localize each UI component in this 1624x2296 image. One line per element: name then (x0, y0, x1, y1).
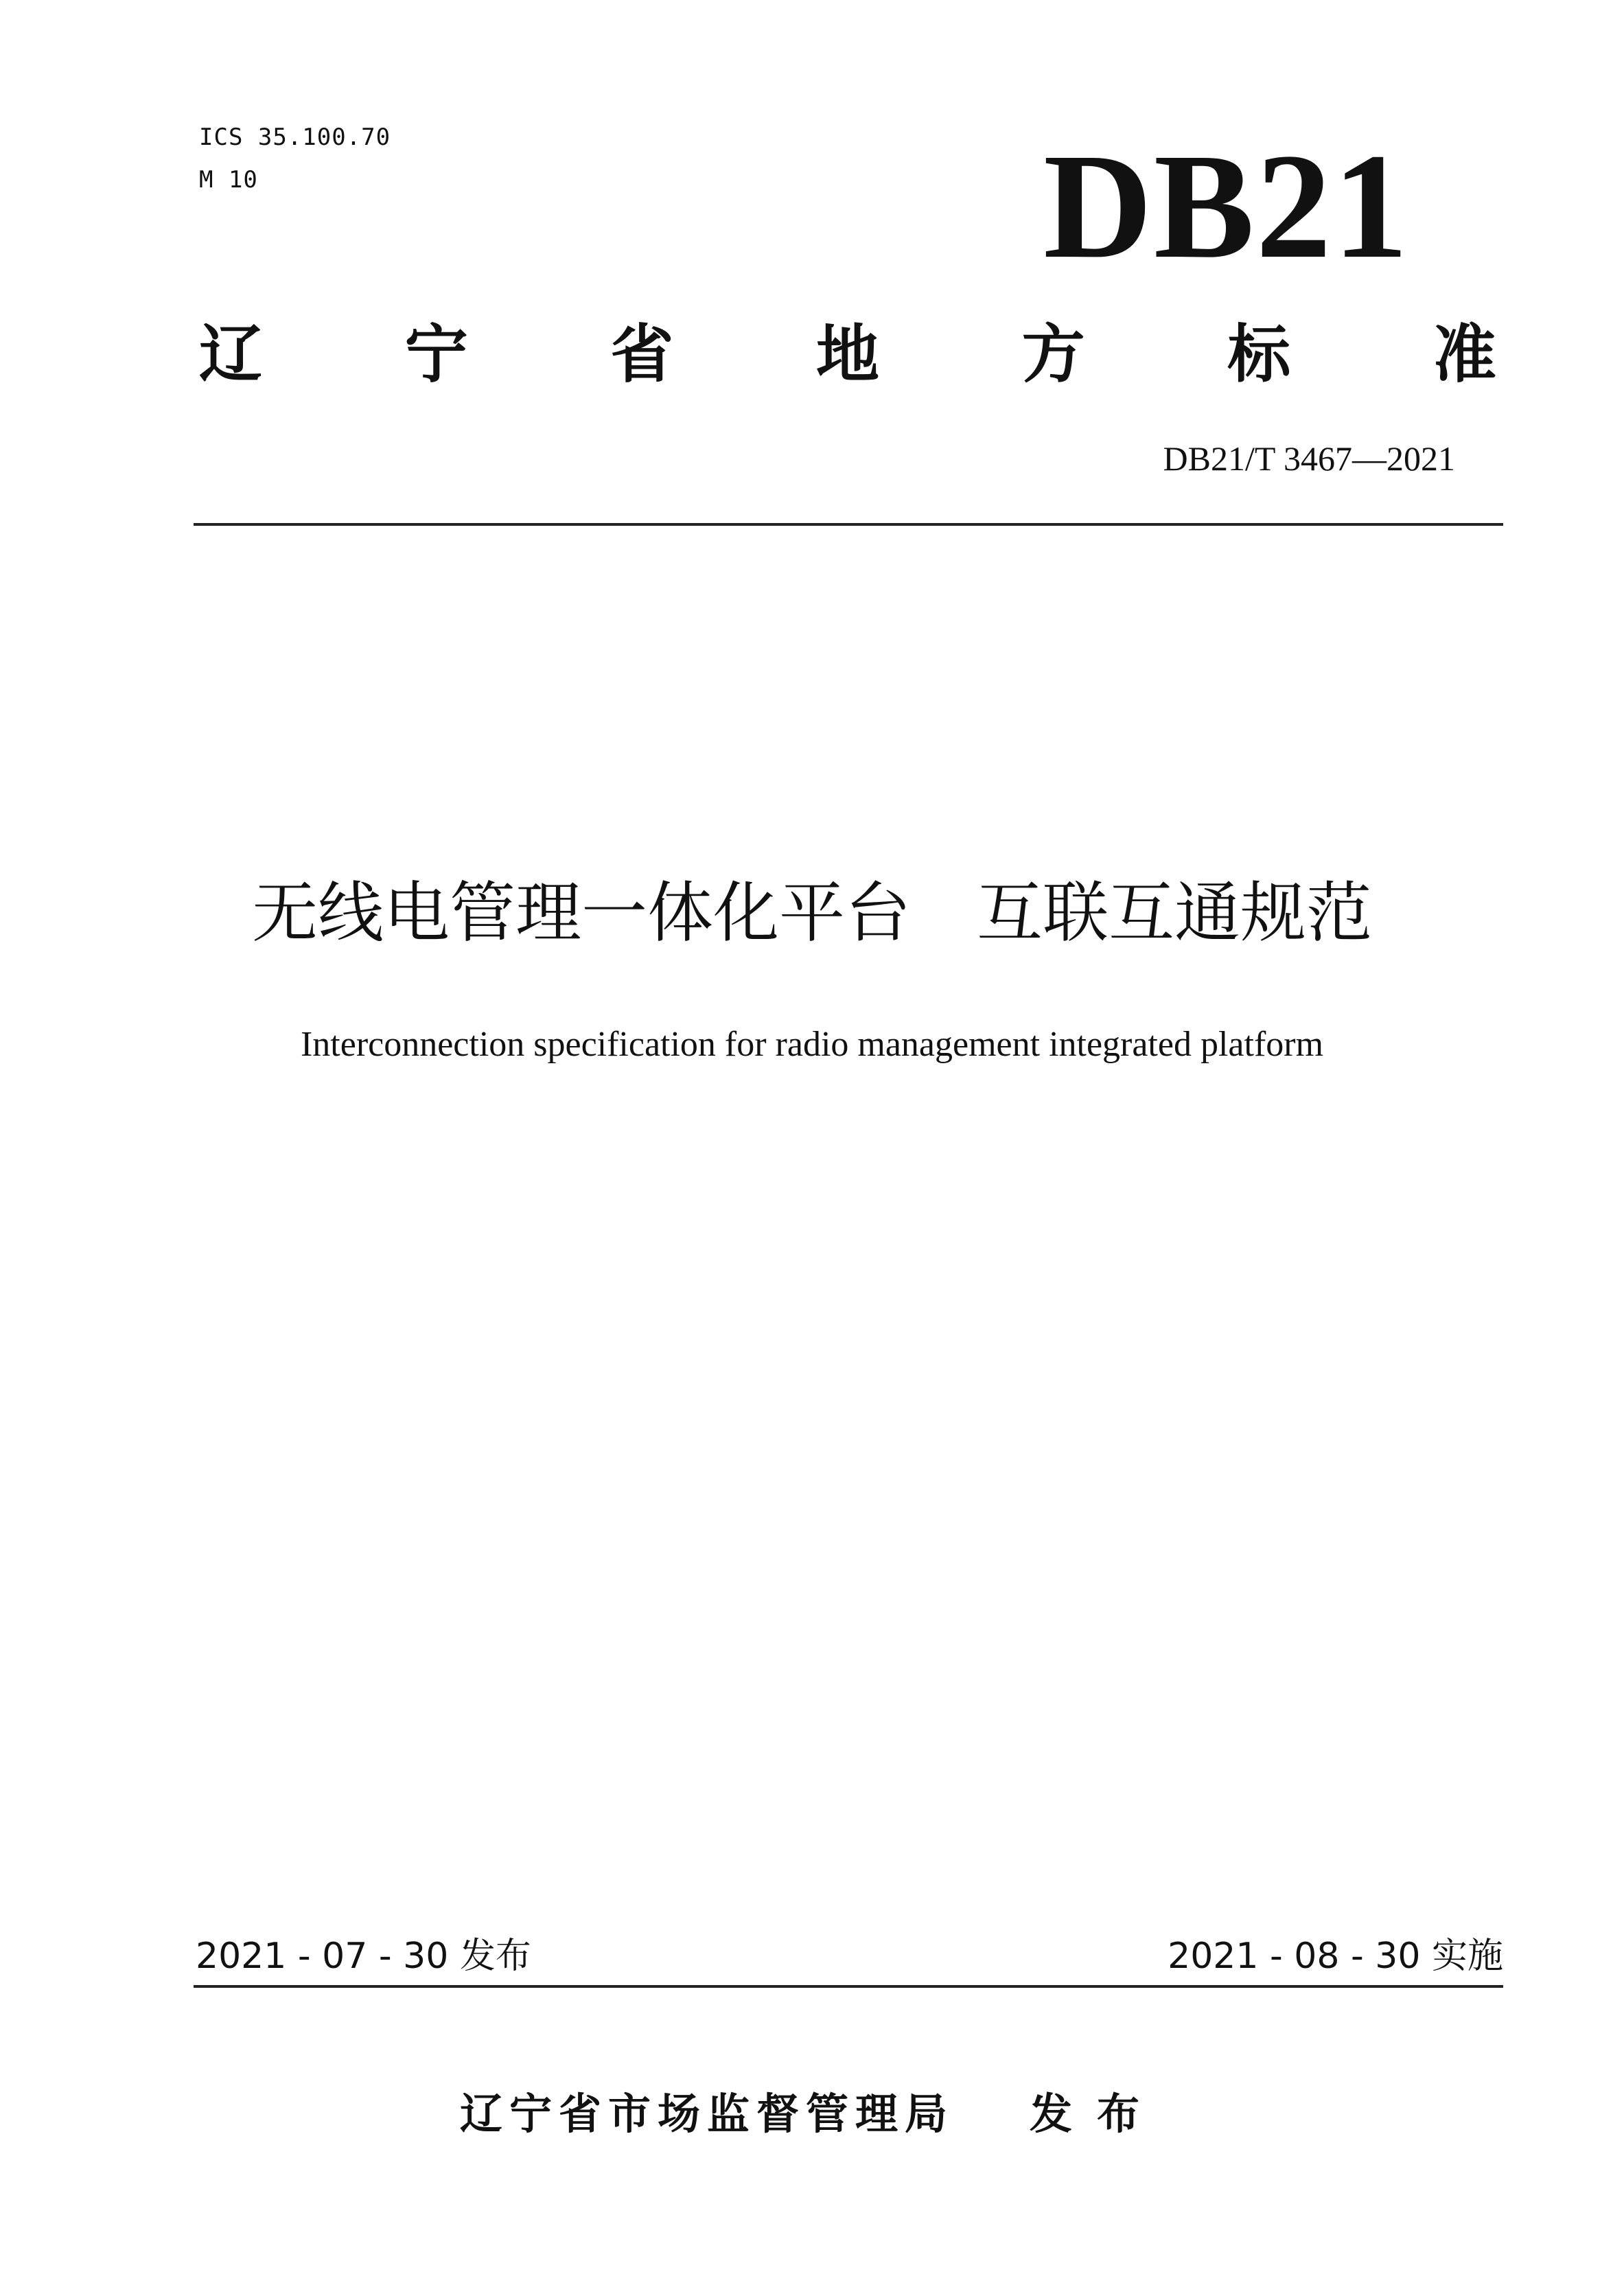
standard-type-char: 方 (1021, 318, 1085, 391)
standard-type-char: 辽 (199, 318, 263, 391)
publisher (0, 2087, 1624, 2142)
publisher-org: 辽宁省市场监督管理局 (459, 2089, 954, 2139)
title-chinese (165, 872, 1459, 954)
standard-number: DB21/T 3467—2021 (1163, 439, 1455, 478)
standard-type-char: 地 (815, 318, 879, 391)
publisher-action: 发布 (1030, 2089, 1165, 2139)
title-english: Interconnection specification for radio management integrated platform (300, 1025, 1324, 1064)
implementation-date: 2021 - 08 - 30 实施 (1168, 1936, 1503, 1977)
standard-type-char: 准 (1432, 318, 1496, 391)
standard-logo: DB21 (1043, 122, 1410, 290)
top-divider (194, 523, 1503, 526)
standard-type (199, 317, 1496, 393)
issue-date: 2021 - 07 - 30 发布 (196, 1936, 531, 1977)
standard-type-char: 省 (610, 318, 674, 391)
ccs-code: M 10 (199, 166, 258, 194)
standard-type-char: 宁 (404, 318, 468, 391)
title-chinese-part2: 互联互通规范 (977, 874, 1372, 951)
standard-type-char: 标 (1227, 318, 1291, 391)
title-chinese-part1: 无线电管理一体化平台 (252, 874, 911, 951)
bottom-divider (194, 1985, 1503, 1988)
ics-code: ICS 35.100.70 (199, 124, 391, 151)
